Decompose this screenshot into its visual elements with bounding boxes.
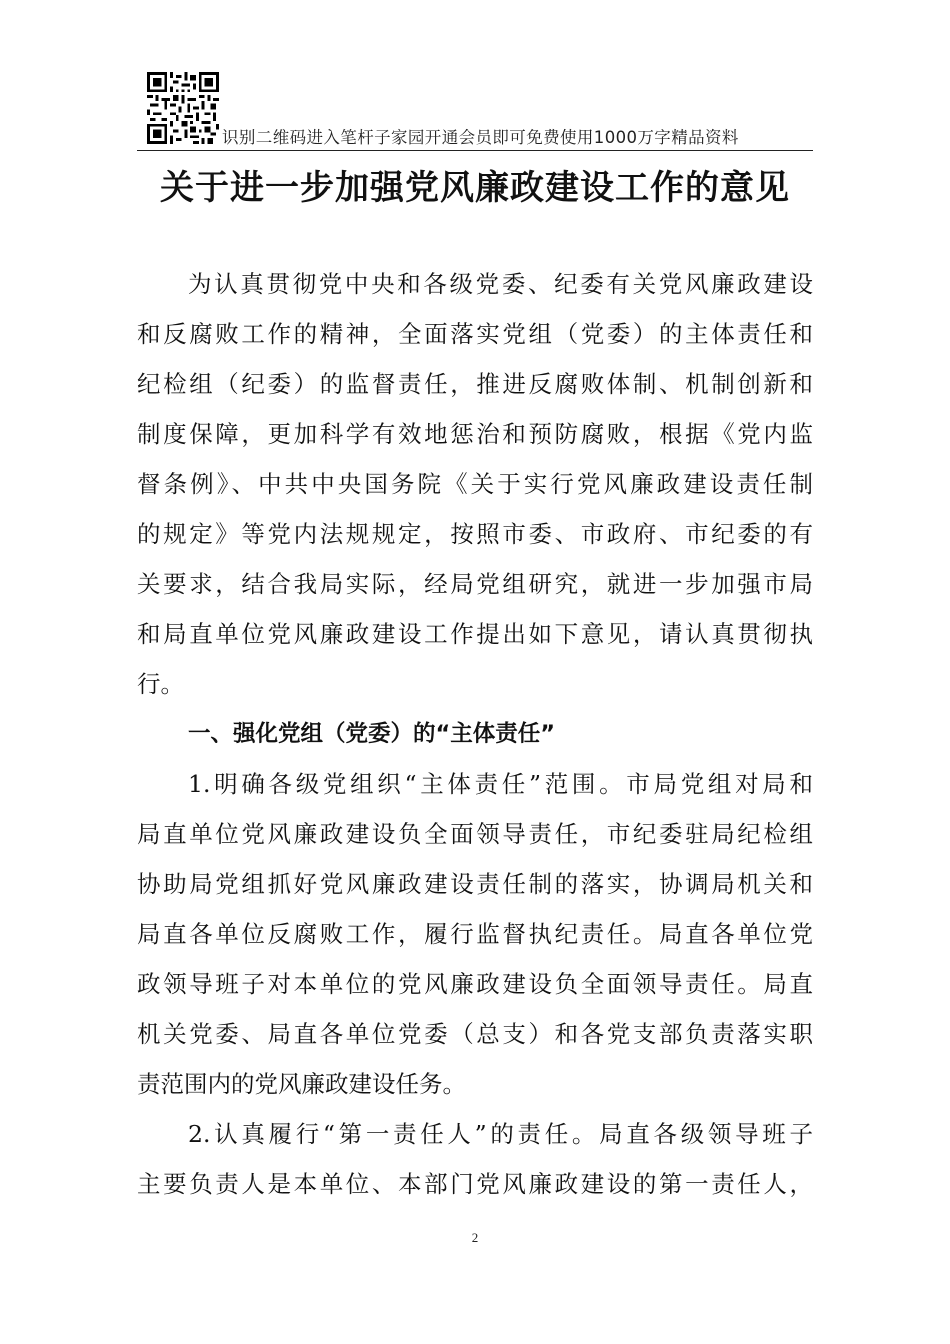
section-heading: 一、强化党组（党委）的“主体责任”	[188, 721, 556, 747]
qr-code-icon	[147, 72, 219, 144]
document-title: 关于进一步加强党风廉政建设工作的意见	[160, 168, 790, 208]
paragraph-line: 协助局党组抓好党风廉政建设责任制的落实，协调局机关和	[137, 870, 813, 898]
paragraph-line: 主要负责人是本单位、本部门党风廉政建设的第一责任人，	[137, 1170, 813, 1198]
paragraph-line: 机关党委、局直各单位党委（总支）和各党支部负责落实职	[137, 1020, 813, 1048]
header-banner-text: 识别二维码进入笔杆子家园开通会员即可免费使用1000万字精品资料	[222, 128, 739, 147]
paragraph-line: 纪检组（纪委）的监督责任，推进反腐败体制、机制创新和	[137, 370, 813, 398]
paragraph-line: 和局直单位党风廉政建设工作提出如下意见，请认真贯彻执	[137, 620, 813, 648]
paragraph-line: 局直单位党风廉政建设负全面领导责任，市纪委驻局纪检组	[137, 820, 813, 848]
paragraph-line: 行。	[137, 670, 184, 698]
paragraph-line: 责范围内的党风廉政建设任务。	[137, 1070, 466, 1098]
paragraph-line: 为认真贯彻党中央和各级党委、纪委有关党风廉政建设	[188, 270, 813, 298]
paragraph-line: 的规定》等党内法规规定，按照市委、市政府、市纪委的有	[137, 520, 813, 548]
page-number: 2	[471, 1230, 479, 1245]
paragraph-line: 督条例》、中共中央国务院《关于实行党风廉政建设责任制	[137, 470, 813, 498]
paragraph-line: 和反腐败工作的精神，全面落实党组（党委）的主体责任和	[137, 320, 813, 348]
paragraph-line: 2.认真履行“第一责任人”的责任。局直各级领导班子	[188, 1120, 813, 1148]
paragraph-line: 政领导班子对本单位的党风廉政建设负全面领导责任。局直	[137, 970, 813, 998]
paragraph-line: 1.明确各级党组织“主体责任”范围。市局党组对局和	[188, 770, 813, 798]
paragraph-line: 关要求，结合我局实际，经局党组研究，就进一步加强市局	[137, 570, 813, 598]
header-divider	[137, 150, 813, 151]
paragraph-line: 局直各单位反腐败工作，履行监督执纪责任。局直各单位党	[137, 920, 813, 948]
paragraph-line: 制度保障，更加科学有效地惩治和预防腐败，根据《党内监	[137, 420, 813, 448]
